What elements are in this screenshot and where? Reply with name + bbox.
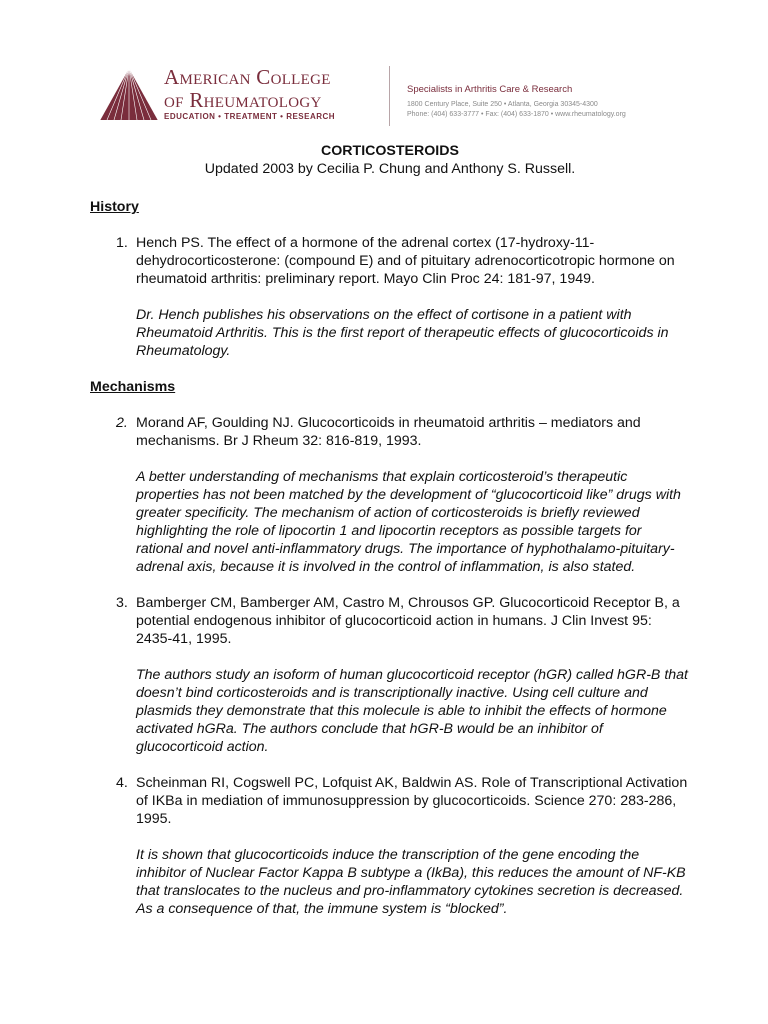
letterhead: [98, 62, 688, 132]
contact-block: [407, 84, 626, 120]
reference-note: A better understanding of mechanisms that explain corticosteroid’s therapeutic properties has not been matched by the development of “glucocorticoid like” drugs with greater specificity. The mechanism of action of corticosteroids is briefly reviewed highlighting the role of lipocortin 1 and lipocortin receptors as possible targets for rational and novel anti-inflammatory drugs. The importance of hyphothalamo-pituitary-adrenal axis, because it is involved in the control of inflammation, is also stated.: [136, 469, 681, 575]
document-subtitle: Updated 2003 by Cecilia P. Chung and Anthony S. Russell.: [204, 161, 576, 177]
reference-note: It is shown that glucocorticoids induce the transcription of the gene encoding the inhibitor of Nuclear Factor Kappa B subtype a (IkBa), this reduces the amount of NF-KB that translocates to the nucleus and pro-inflammatory cytokines secretion is decreased. As a consequence of that, the immune system is “blocked”.: [136, 847, 686, 917]
section-heading-history: History: [90, 199, 139, 215]
reference-note: The authors study an isoform of human glucocorticoid receptor (hGR) called hGR-B that doesn’t bind corticosteroids and is transcriptionally inactive. Using cell culture and plasmids they demonstrate that this molecule is able to inhibit the effects of hormone activated hGRa. The authors conclude that hGR-B would be an inhibitor of glucocorticoid action.: [136, 667, 688, 755]
reference-item: [90, 414, 690, 594]
org-contact: Phone: (404) 633-3777 • Fax: (404) 633-1870 • www.rheumatology.org: [407, 111, 626, 118]
reference-number: 4.: [116, 775, 128, 791]
reference-item: [90, 774, 690, 936]
reference-note: Dr. Hench publishes his observations on the effect of cortisone in a patient with Rheumatoid Arthritis. This is the first report of therapeutic effects of glucocorticoids in Rheumatology.: [136, 307, 669, 359]
reference-number: 2.: [116, 415, 128, 431]
reference-citation: Bamberger CM, Bamberger AM, Castro M, Chrousos GP. Glucocorticoid Receptor B, a potential endogenous inhibitor of glucocorticoid action in humans. J Clin Invest 95: 2435-41, 1995.: [136, 595, 680, 647]
org-address: 1800 Century Place, Suite 250 • Atlanta, Georgia 30345-4300: [407, 101, 598, 108]
reference-citation: Hench PS. The effect of a hormone of the adrenal cortex (17-hydroxy-11-dehydrocorticosterone: (compound E) and of pituitary adrenocorticotropic hormone on rheumatoid arthritis: preliminary report. Mayo Clin Proc 24: 181-97, 1949.: [136, 235, 675, 287]
reference-item: [90, 594, 690, 774]
document-title: CORTICOSTEROIDS: [321, 143, 459, 159]
org-tagline: EDUCATION • TREATMENT • RESEARCH: [164, 112, 336, 121]
org-slogan: Specialists in Arthritis Care & Research: [407, 84, 573, 95]
acr-logo-icon: [98, 66, 160, 122]
reference-number: 1.: [116, 235, 128, 251]
reference-citation: Scheinman RI, Cogswell PC, Lofquist AK, Baldwin AS. Role of Transcriptional Activation of IKBa in mediation of immunosuppression by glucocorticoids. Science 270: 283-286, 1995.: [136, 775, 688, 827]
letterhead-divider: [389, 66, 390, 126]
org-name-line1: American College: [164, 65, 331, 89]
reference-citation: Morand AF, Goulding NJ. Glucocorticoids in rheumatoid arthritis – mediators and mechanisms. Br J Rheum 32: 816-819, 1993.: [136, 415, 641, 449]
section-heading-mechanisms: Mechanisms: [90, 379, 176, 395]
org-name-line2: of Rheumatology: [164, 88, 322, 112]
reference-item: [90, 234, 690, 378]
reference-number: 3.: [116, 595, 128, 611]
org-name: [164, 66, 331, 112]
document-body: [90, 142, 690, 936]
